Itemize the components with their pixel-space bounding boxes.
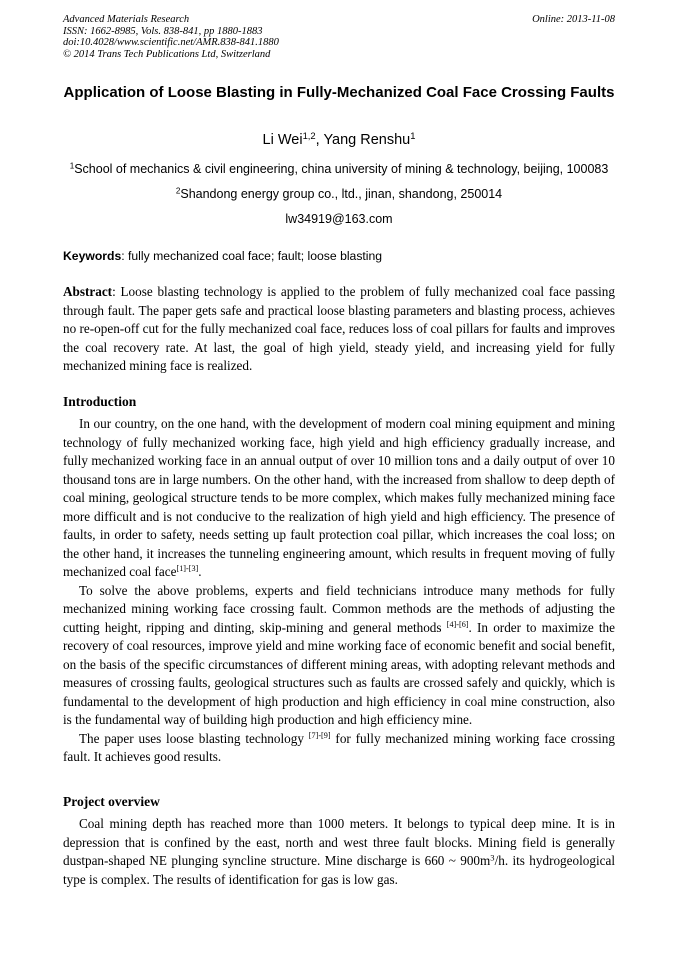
author-affiliation-mark: 1 <box>410 129 416 141</box>
paper-title: Application of Loose Blasting in Fully-Mechanized Coal Face Crossing Faults <box>63 84 615 101</box>
affiliation-1 <box>63 162 615 177</box>
citation: [4]-[6] <box>446 619 469 629</box>
author-line <box>63 131 615 149</box>
abstract-paragraph <box>63 283 615 376</box>
citation: [7]-[9] <box>308 730 331 740</box>
project-overview-body <box>63 815 615 889</box>
section-heading-project-overview: Project overview <box>63 794 160 809</box>
journal-header <box>63 14 615 60</box>
affiliation-mark: 1 <box>69 161 75 171</box>
author-email: lw34919@163.com <box>285 212 393 226</box>
journal-issn: ISSN: 1662-8985, Vols. 838-841, pp 1880-1883 <box>63 25 263 37</box>
affiliation-2 <box>63 187 615 202</box>
paragraph-text: for fully mechanized mining working face crossing fault. It achieves good results. <box>63 730 615 764</box>
keywords-line <box>63 249 615 264</box>
superscript: 3 <box>490 852 495 863</box>
paragraph-text: . In order to maximize the recovery of coal resources, improve yield and mine working face of economic benefit and social benefit, on the basis of the specific circumstances of different mining areas, with adopting relevant methods and measures of crossing faults, geological structures such as faults are crossed safely and quickly, which is fundamental to the development of high production and high efficiency in coal mine construction, also is the fundamental way of building high production and high efficiency mine. <box>63 619 615 727</box>
paragraph-text: The paper uses loose blasting technology <box>79 730 309 746</box>
affiliation-text: Shandong energy group co., ltd., jinan, shandong, 250014 <box>180 187 503 201</box>
paragraph-text: To solve the above problems, experts and field technicians introduce many methods for fully mechanized mining working face crossing fault. Common methods are the methods of adjusting the cutting height, ripping and dinting, skip-mining and general methods <box>63 582 615 635</box>
paragraph-text: /h. its hydrogeological type is complex. The results of identification for gas is low gas. <box>63 853 615 887</box>
journal-copyright: © 2014 Trans Tech Publications Ltd, Switzerland <box>63 48 271 60</box>
author-affiliation-mark: 1,2 <box>302 129 316 141</box>
section-heading-introduction: Introduction <box>63 394 137 409</box>
abstract-label: Abstract <box>63 284 113 299</box>
intro-paragraph-1 <box>63 415 615 582</box>
journal-doi: doi:10.4028/www.scientific.net/AMR.838-841.1880 <box>63 37 279 48</box>
paragraph-text: Coal mining depth has reached more than 1000 meters. It belongs to typical deep mine. It is in depression that is confined by the east, north and west three fault blocks. Mining field is generally dustpan-shaped NE plunging syncline structure. Mine discharge is 660 ~ 900m <box>63 816 615 868</box>
keywords-label: Keywords <box>63 249 122 263</box>
journal-name: Advanced Materials Research <box>63 14 190 25</box>
affiliation-mark: 2 <box>175 186 181 196</box>
abstract-text: : Loose blasting technology is applied to the problem of fully mechanized coal face passing through fault. The paper gets safe and practical loose blasting parameters and blasting process, achieves no re-open-off cut for the fully mechanized coal face, reduces loss of coal pillars for faults and improves the coal recovery rate. At last, the goal of high yield, steady yield, and increasing yield for fully mechanized mining face is realized. <box>63 284 615 373</box>
keywords-text: : fully mechanized coal face; fault; loose blasting <box>121 249 383 263</box>
affiliation-text: School of mechanics & civil engineering, china university of mining & technology, beijing, 100083 <box>74 162 609 176</box>
online-date: Online: 2013-11-08 <box>532 14 615 25</box>
author-separator: , <box>315 132 324 148</box>
intro-paragraph-2 <box>63 582 615 730</box>
author-name: Li Wei <box>262 132 303 148</box>
citation: [1]-[3] <box>176 564 199 574</box>
paragraph-text: . <box>198 564 202 579</box>
project-paragraph-1 <box>63 815 615 889</box>
paragraph-text: In our country, on the one hand, with the development of modern coal mining equipment and mining technology of fully mechanized working face, high yield and high efficiency gradually increase, and fully mechanized working face in an annual output of over 10 million tons and a daily output of over 10 thousand tons are in large numbers. On the other hand, with the increased from shallow to deep depth of coal mining, geological structure tends to be more complex, which makes fully mechanized mining face more difficult and is not conducive to the realization of high yield and high efficiency. The presence of faults, in order to safety, needs setting up fault protection coal pillar, which increases the coal loss; on the other hand, it increases the tunneling engineering amount, which results in frequent moving of fully mechanized coal face <box>63 416 615 579</box>
author-name: Yang Renshu <box>323 132 411 148</box>
intro-paragraph-3 <box>63 730 615 767</box>
introduction-body <box>63 415 615 767</box>
